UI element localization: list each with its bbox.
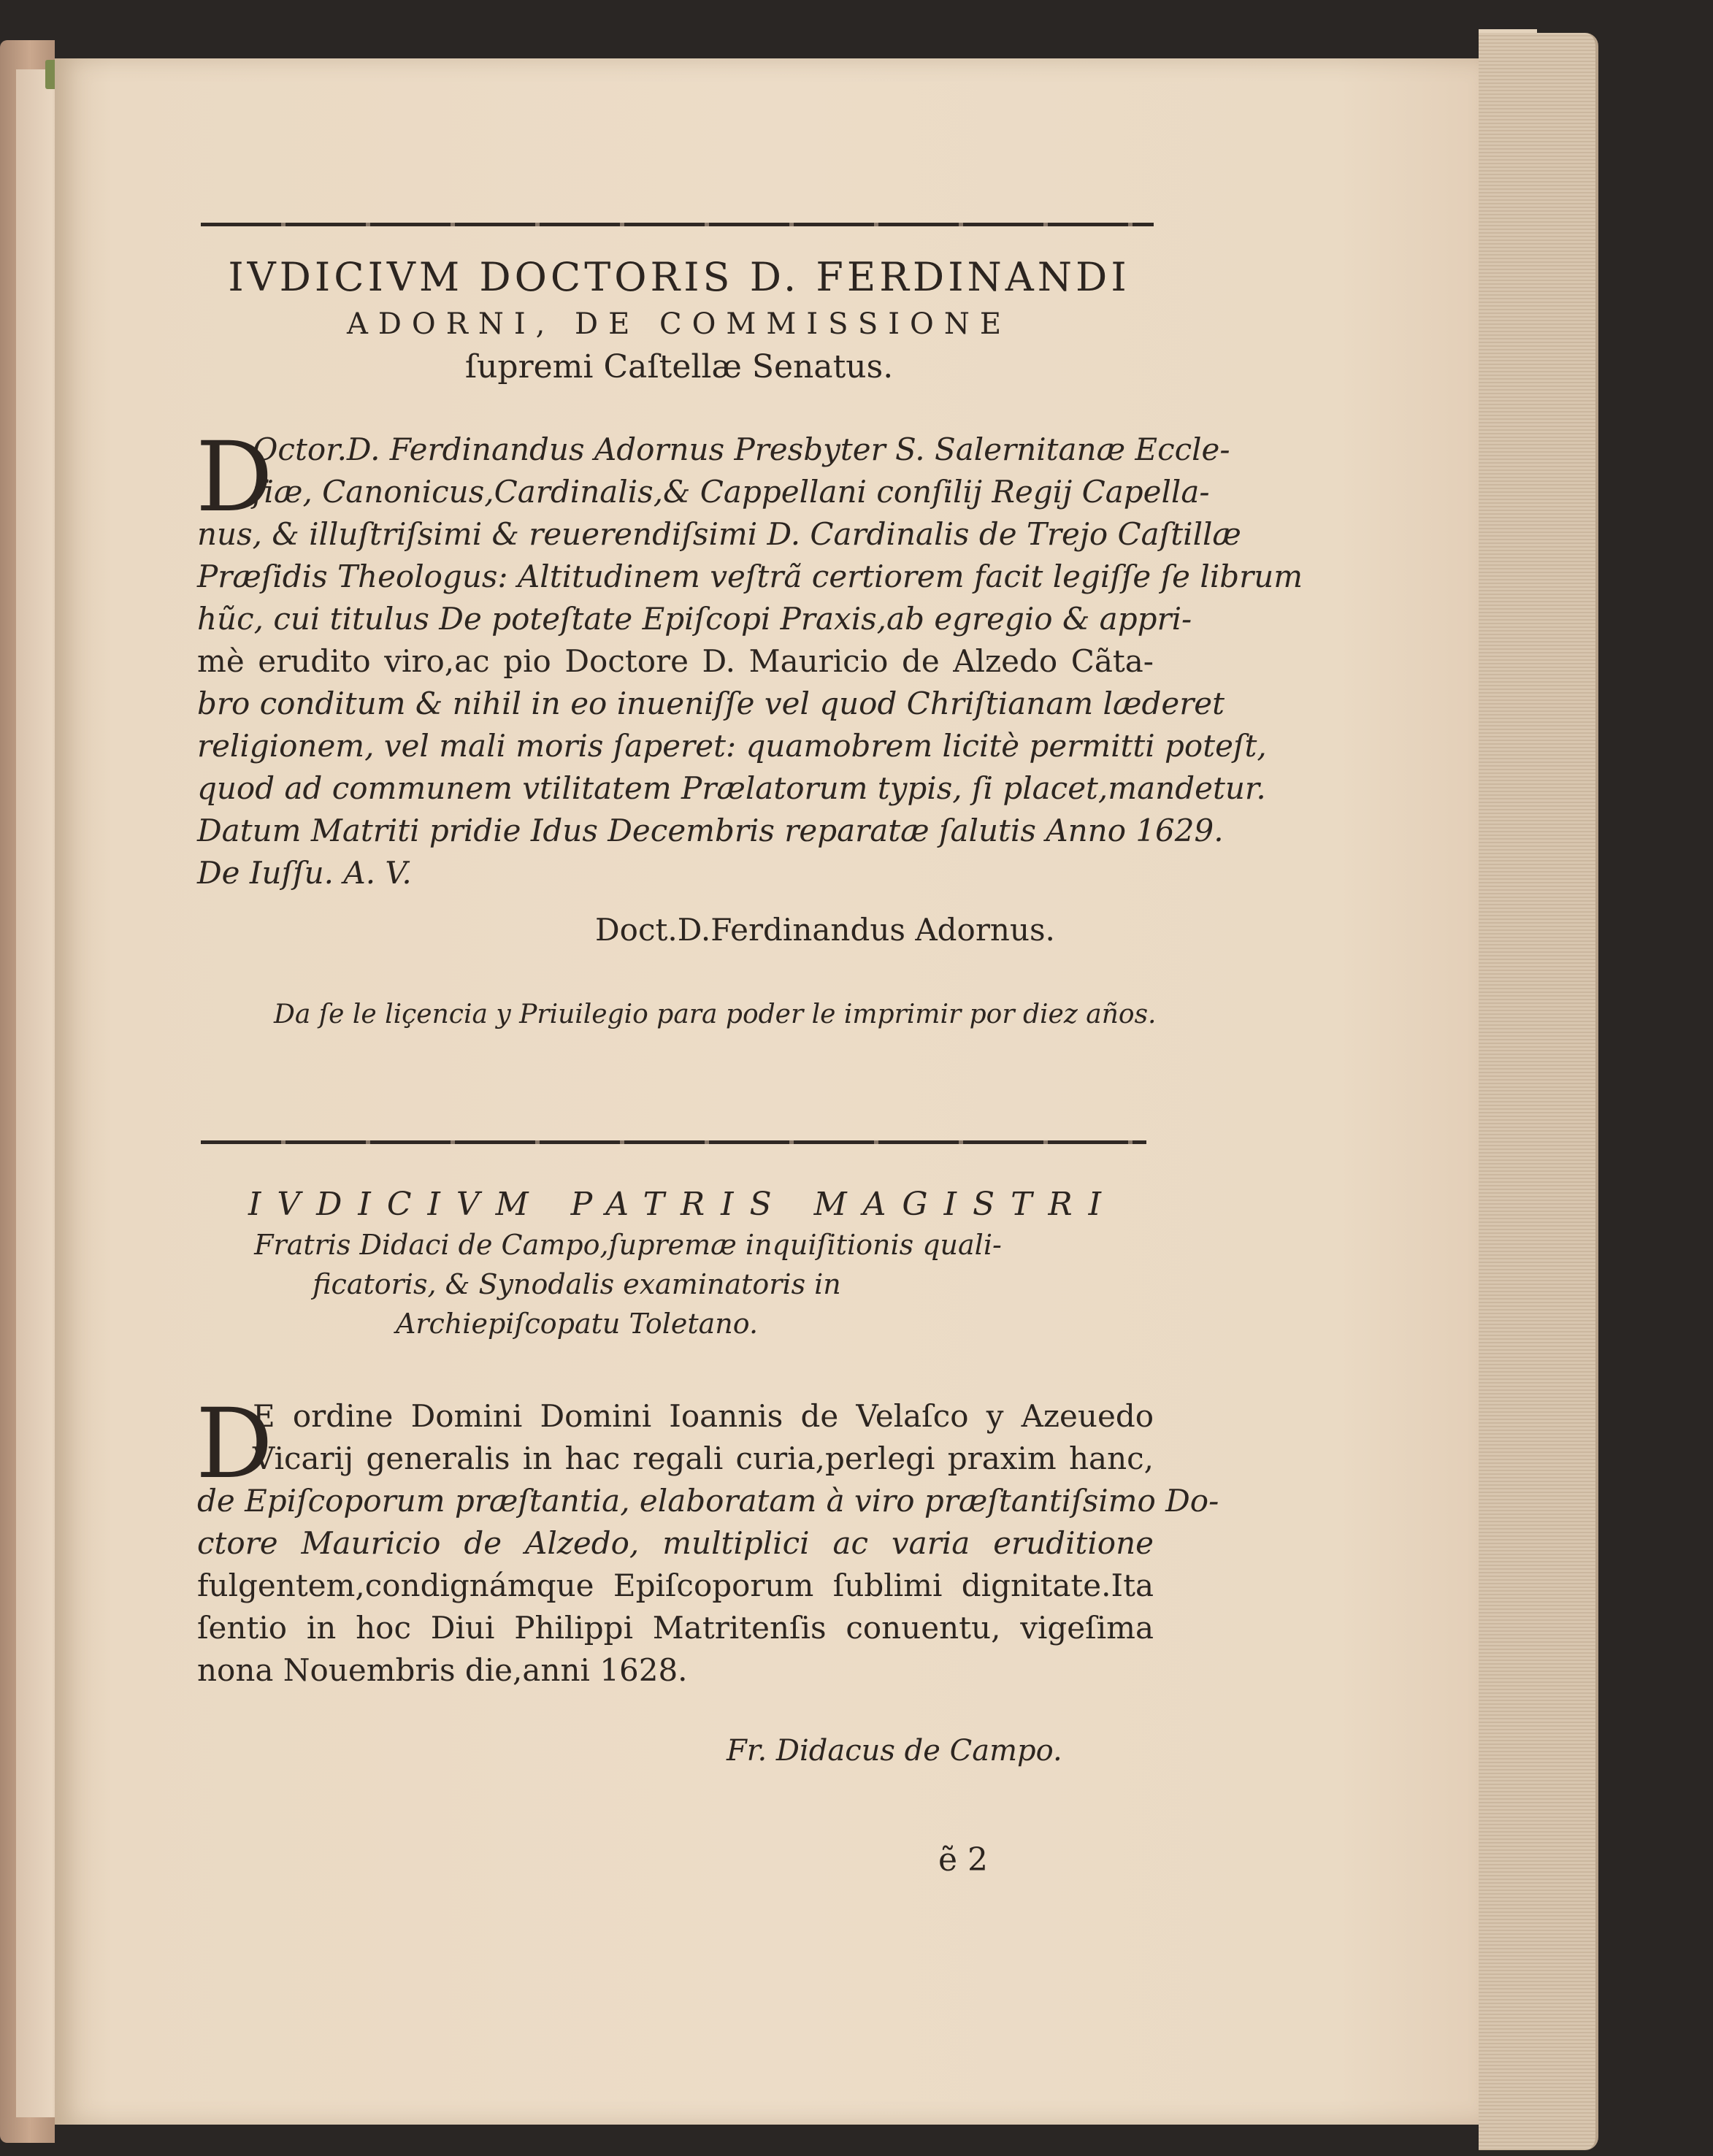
para1-line: mè erudito viro,ac pio Doctore D. Mauricio de Alzedo Cãta- xyxy=(197,643,1154,679)
para2-line: E ordine Domini Domini Ioannis de Velaſco y Azeuedo xyxy=(253,1398,1154,1434)
para1-line: bro conditum & nihil in eo inueniſſe vel quod Chriſtianam læderet xyxy=(197,686,1225,721)
top-rule xyxy=(201,223,1154,226)
signature-mark: ẽ 2 xyxy=(938,1841,989,1879)
para2-line: ſentio in hoc Diui Philippi Matritenſis conuentu, vigeſima xyxy=(197,1610,1154,1646)
para1-line: ſiæ, Canonicus,Cardinalis,& Cappellani conſilij Regij Capella- xyxy=(253,474,1210,510)
para1-line: religionem, vel mali moris ſaperet: quamobrem licitè permitti poteſt, xyxy=(197,728,1267,764)
middle-rule xyxy=(201,1140,1146,1144)
para1-line: Præſidis Theologus: Altitudinem veſtrã certiorem facit legiſſe ſe librum xyxy=(197,559,1303,594)
heading1-line2: ADORNI, DE COMMISSIONE xyxy=(346,307,1012,341)
heading2-line4: Archiepiſcopatu Toletano. xyxy=(395,1308,759,1340)
para2-line: nona Nouembris die,anni 1628. xyxy=(197,1652,688,1688)
para1-line: Datum Matriti pridie Idus Decembris reparatæ ſalutis Anno 1629. xyxy=(197,813,1224,848)
para1-line: nus, & illuſtriſsimi & reuerendiſsimi D. Cardinalis de Trejo Caſtillæ xyxy=(197,516,1241,552)
heading1-line1: IVDICIVM DOCTORIS D. FERDINANDI xyxy=(228,254,1130,300)
heading2-line2: Fratris Didaci de Campo,ſupremæ inquiſitionis quali- xyxy=(254,1229,1002,1261)
para2-signature: Fr. Didacus de Campo. xyxy=(727,1734,1062,1768)
para1-line: De Iuſſu. A. V. xyxy=(197,855,412,891)
para2-line: Vicarij generalis in hac regali curia,perlegi praxim hanc, xyxy=(253,1440,1154,1476)
para2-line: de Epiſcoporum præſtantia, elaboratam à viro præſtantiſsimo Do- xyxy=(197,1483,1219,1519)
heading1-line3: ſupremi Caſtellæ Senatus. xyxy=(464,348,894,385)
heading2-line3: ficatoris, & Synodalis examinatoris in xyxy=(313,1268,841,1300)
dropcap-para1: D xyxy=(196,421,273,534)
dropcap-para2: D xyxy=(196,1388,273,1500)
para1-signature: Doct.D.Ferdinandus Adornus. xyxy=(595,912,1055,948)
para2-line: ctore Mauricio de Alzedo, multiplici ac varia eruditione xyxy=(197,1525,1154,1561)
para1-line: hũc, cui titulus De poteſtate Epiſcopi Praxis,ab egregio & appri- xyxy=(197,601,1192,637)
para2-line: fulgentem,condignámque Epiſcoporum ſublimi dignitate.Ita xyxy=(197,1568,1154,1603)
para1-line: quod ad communem vtilitatem Prælatorum typis, ſi placet,mandetur. xyxy=(197,770,1266,806)
licence-note: Da ſe le liçencia y Priuilegio para poder le imprimir por diez años. xyxy=(274,1000,1157,1029)
para1-line: Octor.D. Ferdinandus Adornus Presbyter S. Salernitanæ Eccle- xyxy=(253,431,1230,467)
heading2-line1: IVDICIVM PATRIS MAGISTRI xyxy=(248,1186,1117,1223)
